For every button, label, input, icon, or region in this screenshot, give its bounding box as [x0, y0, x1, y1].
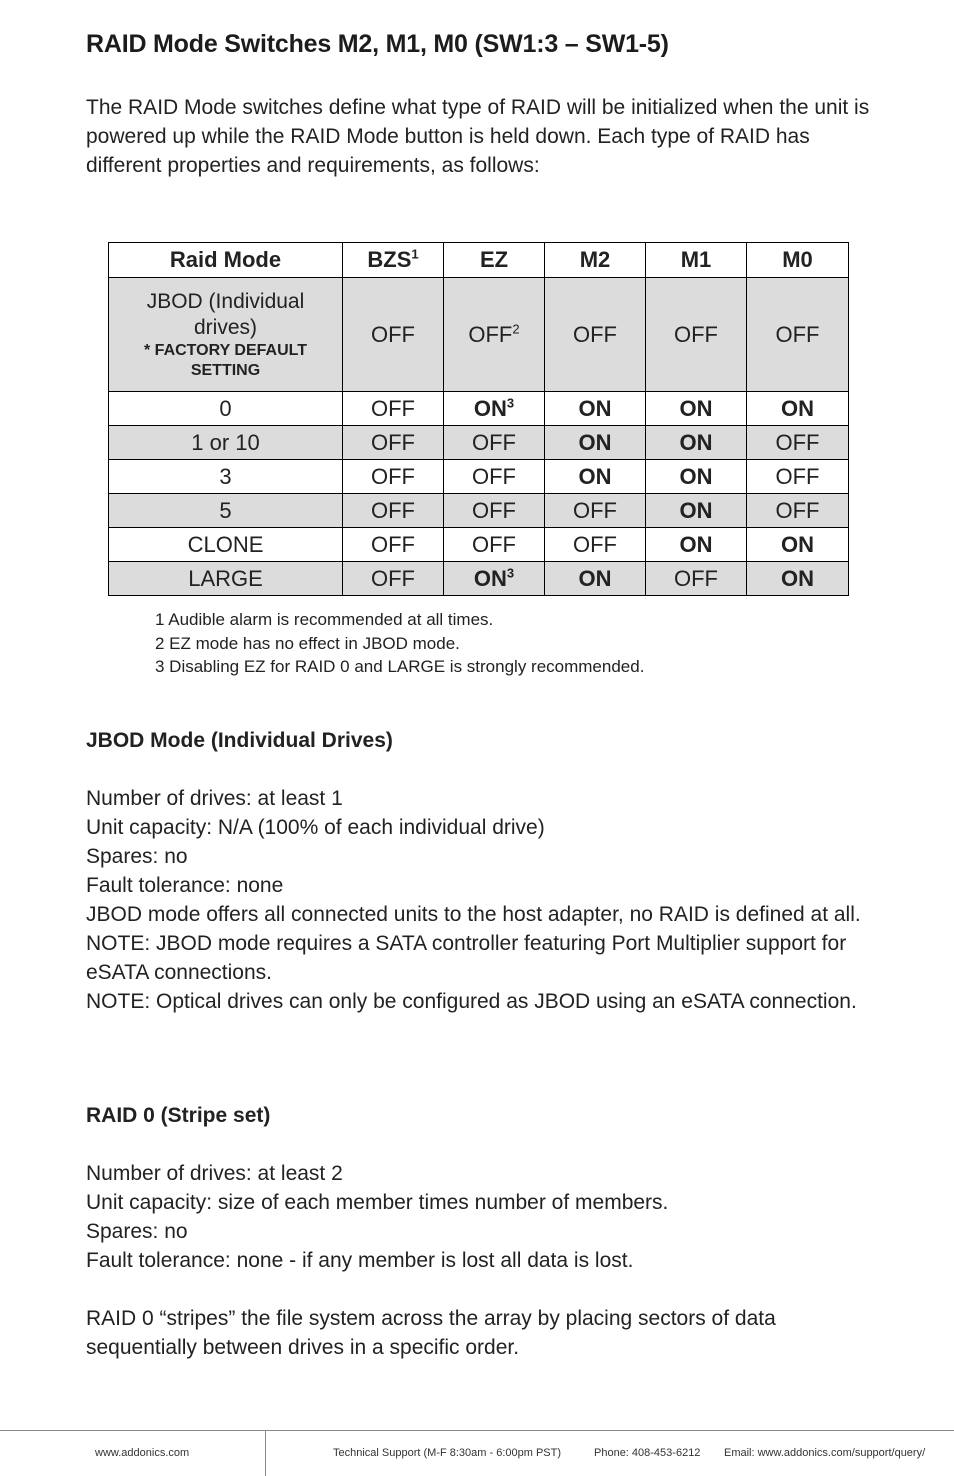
table-row [109, 562, 849, 596]
jbod-line: Unit capacity: N/A (100% of each individual drive) [86, 816, 545, 839]
mode-cell: 1 or 10 [109, 426, 343, 460]
jbod-section [86, 726, 886, 1016]
bzs-cell: OFF [343, 392, 444, 426]
raid0-line: Fault tolerance: none - if any member is lost all data is lost. [86, 1249, 634, 1272]
footer-divider [265, 1431, 266, 1476]
bzs-cell: OFF [343, 528, 444, 562]
footer-phone: Phone: 408-453-6212 [594, 1447, 701, 1459]
jbod-line: Spares: no [86, 845, 188, 868]
m2-cell: ON [545, 460, 646, 494]
m0-cell: OFF [747, 426, 849, 460]
bzs-cell: OFF [343, 426, 444, 460]
table-row [109, 392, 849, 426]
mode-cell: 0 [109, 392, 343, 426]
m1-cell: ON [646, 528, 747, 562]
m1-cell: ON [646, 392, 747, 426]
table-row [109, 528, 849, 562]
ez-cell: OFF [444, 494, 545, 528]
header-raid-mode: Raid Mode [109, 243, 343, 278]
ez-cell: OFF [444, 426, 545, 460]
raid0-section [86, 1101, 886, 1362]
table-row [109, 494, 849, 528]
m2-cell: OFF [545, 528, 646, 562]
footer-email: Email: www.addonics.com/support/query/ [724, 1447, 926, 1459]
jbod-line: NOTE: Optical drives can only be configured as JBOD using an eSATA connection. [86, 990, 857, 1013]
ez-cell: $ON^3$ [444, 392, 545, 426]
bzs-cell: OFF [343, 278, 444, 392]
m1-cell: ON [646, 426, 747, 460]
m2-cell: OFF [545, 278, 646, 392]
m0-cell: OFF [747, 494, 849, 528]
bzs-cell: OFF [343, 562, 444, 596]
header-m2: M2 [545, 243, 646, 278]
jbod-line: JBOD mode offers all connected units to the host adapter, no RAID is defined at all. [86, 903, 861, 926]
page-footer [0, 1430, 954, 1476]
table-row [109, 278, 849, 392]
footer-website: www.addonics.com [95, 1447, 190, 1459]
factory-default-note: * FACTORY DEFAULT SETTING [144, 341, 307, 379]
m0-cell: OFF [747, 460, 849, 494]
header-ez: EZ [444, 243, 545, 278]
raid0-heading: RAID 0 (Stripe set) [86, 1104, 271, 1127]
jbod-line: Number of drives: at least 1 [86, 787, 343, 810]
header-m0: M0 [747, 243, 849, 278]
header-bzs: BZS$^1$ [343, 243, 444, 278]
m1-cell: OFF [646, 562, 747, 596]
raid-mode-table [108, 242, 849, 596]
table-footnotes [155, 608, 644, 679]
mode-cell: LARGE [109, 562, 343, 596]
footnote-1: 1 Audible alarm is recommended at all times. [155, 610, 494, 629]
mode-cell: 5 [109, 494, 343, 528]
m1-cell: ON [646, 460, 747, 494]
m2-cell: ON [545, 562, 646, 596]
bzs-cell: OFF [343, 460, 444, 494]
jbod-line: NOTE: JBOD mode requires a SATA controller featuring Port Multiplier support for eSATA connections. [86, 932, 847, 984]
raid0-line: Spares: no [86, 1220, 188, 1243]
header-m1: M1 [646, 243, 747, 278]
ez-cell: $ON^3$ [444, 562, 545, 596]
m0-cell: ON [747, 528, 849, 562]
m0-cell: OFF [747, 278, 849, 392]
footer-support-hours: Technical Support (M-F 8:30am - 6:00pm PST) [333, 1447, 562, 1459]
mode-cell [109, 278, 343, 392]
footnote-2: 2 EZ mode has no effect in JBOD mode. [155, 633, 460, 653]
raid0-paragraph: RAID 0 “stripes” the file system across the array by placing sectors of data sequentially between drives in a specific order. [86, 1307, 776, 1359]
raid0-line: Number of drives: at least 2 [86, 1162, 343, 1185]
table-header-row [109, 243, 849, 278]
bzs-cell: OFF [343, 494, 444, 528]
m2-cell: ON [545, 392, 646, 426]
mode-cell: CLONE [109, 528, 343, 562]
ez-cell: OFF$^2$ [444, 278, 545, 392]
jbod-line: Fault tolerance: none [86, 874, 284, 897]
table-row [109, 460, 849, 494]
m0-cell: ON [747, 392, 849, 426]
table-row [109, 426, 849, 460]
m1-cell: OFF [646, 278, 747, 392]
raid0-line: Unit capacity: size of each member times number of members. [86, 1191, 669, 1214]
m0-cell: ON [747, 562, 849, 596]
mode-label: JBOD (Individual drives) [146, 289, 305, 339]
ez-cell: OFF [444, 528, 545, 562]
mode-cell: 3 [109, 460, 343, 494]
m1-cell: ON [646, 494, 747, 528]
intro-paragraph: The RAID Mode switches define what type of RAID will be initialized when the unit is powered up while the RAID Mode button is held down. Each type of RAID has different properties and requirements, as follows: [86, 96, 870, 177]
page-title: RAID Mode Switches M2, M1, M0 (SW1:3 – SW1-5) [86, 30, 669, 58]
ez-cell: OFF [444, 460, 545, 494]
m2-cell: ON [545, 426, 646, 460]
m2-cell: OFF [545, 494, 646, 528]
jbod-heading: JBOD Mode (Individual Drives) [86, 729, 393, 752]
footnote-3: 3 Disabling EZ for RAID 0 and LARGE is strongly recommended. [155, 657, 645, 676]
